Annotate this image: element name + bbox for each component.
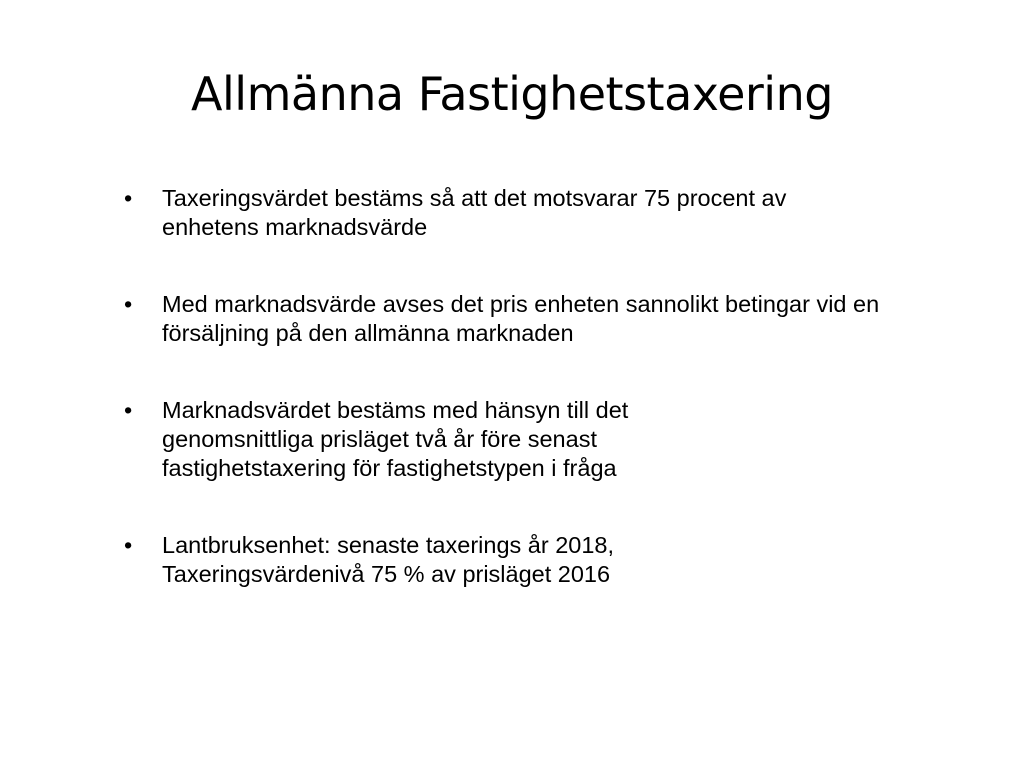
bullet-marker: • [124,185,133,211]
bullet-marker: • [124,532,133,558]
bullet-marker: • [124,397,133,423]
bullet-list [120,184,910,637]
bullet-item [120,531,910,589]
slide-title: Allmänna Fastighetstaxering [191,67,833,121]
bullet-text: Marknadsvärdet bestäms med hänsyn till det genomsnittliga prisläget två år före senast fastighetstaxering för fastighetstypen i fråga [162,397,629,481]
bullet-text: Lantbruksenhet: senaste taxerings år 2018, Taxeringsvärdenivå 75 % av prisläget 2016 [162,532,615,587]
bullet-item [120,290,910,348]
bullet-item [120,396,910,483]
bullet-item [120,184,910,242]
bullet-text: Taxeringsvärdet bestäms så att det motsvarar 75 procent av enhetens marknadsvärde [162,185,787,240]
bullet-marker: • [124,291,133,317]
bullet-text: Med marknadsvärde avses det pris enheten sannolikt betingar vid en försäljning på den allmänna marknaden [162,291,880,346]
